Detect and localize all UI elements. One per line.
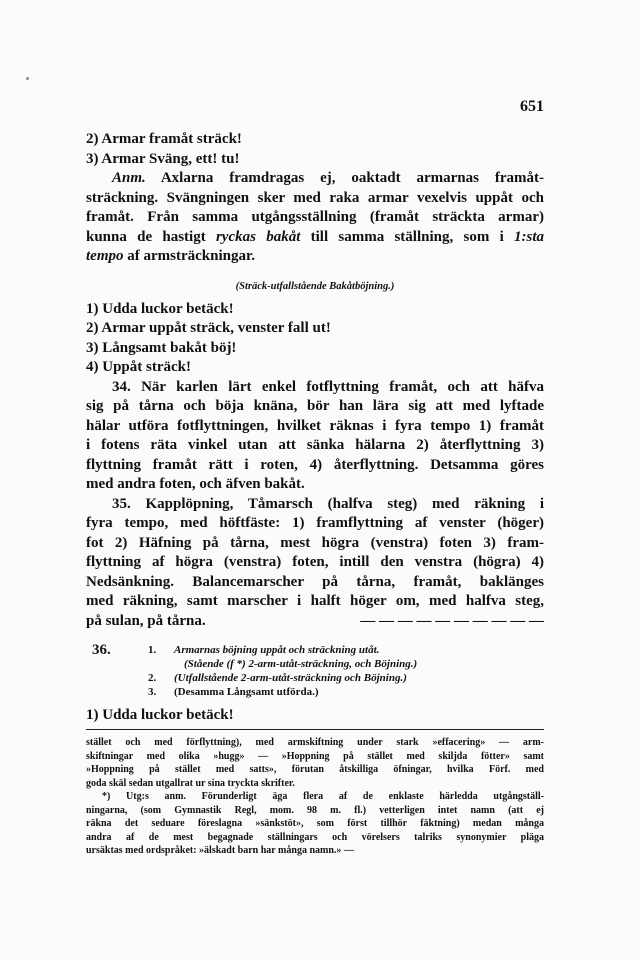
footnote-line: andra af de mest begagnade ställningars och vörelsers talriks synonymier pläga	[86, 831, 544, 843]
anm-text: af armsträckningar.	[123, 248, 256, 264]
paragraph-line: sig på tårna och böja knäna, bör han lära sig att med lyftade	[86, 398, 544, 414]
command-line: 3) Långsamt bakåt böj!	[86, 339, 237, 356]
dash-leader: — — — — — — — — — —	[360, 612, 544, 629]
footnote-line: goda skäl sedan utgallrat ur sina tryckta skrifter.	[86, 777, 295, 789]
anm-paragraph	[86, 169, 544, 267]
sub-text: (Stående (f *) 2-arm-utåt-sträckning, och Böjning.)	[184, 658, 418, 670]
item-number: 36.	[92, 642, 111, 658]
footnote-line: räkna det seduare föreslagna »sänkstöt», som först tillhör fäktning) medan många	[86, 818, 544, 829]
paragraph-line: med räkning, samt marscher i halft höger om, med halfva steg,	[86, 593, 544, 609]
sub-number: 2.	[148, 672, 157, 684]
paragraph-line: i fotens räta vinkel utan att sänka hälarna 2) återflyttning 3)	[86, 437, 544, 453]
anm-text: sträckning. Svängningen sker med raka armar vexelvis uppåt och	[86, 189, 544, 206]
paragraph-line: 35. Kapplöpning, Tåmarsch (halfva steg) med räkning i	[112, 495, 544, 512]
anm-text: Axlarna framdragas ej, oaktadt armarnas framåt-	[160, 170, 544, 186]
anm-text: tempo	[86, 248, 124, 264]
sub-text: (Utfallstående 2-arm-utåt-sträckning och Böjning.)	[174, 672, 407, 684]
paragraph-35	[86, 495, 544, 632]
sub-number: 1.	[148, 644, 157, 656]
command-line: 2) Armar uppåt sträck, venster fall ut!	[86, 320, 331, 336]
command-line: 2) Armar framåt sträck!	[86, 131, 242, 147]
command-line: 1) Udda luckor betäck!	[86, 707, 234, 723]
footnote-line: ursäktas med ordspråket: »älskadt barn har många namn.» —	[86, 845, 354, 856]
paragraph-line: flyttning framåt rätt i roten, 4) återflyttning. Detsamma göres	[86, 456, 544, 473]
page-body	[86, 96, 544, 858]
command-line: 4) Uppåt sträck!	[86, 359, 191, 375]
speck	[26, 77, 29, 80]
paragraph-line: 34. När karlen lärt enkel fotflyttning framåt, och att häfva	[112, 378, 544, 395]
anm-text: kunna de hastigt	[86, 228, 216, 245]
page-number: 651	[520, 98, 544, 115]
footnote-line: ningarna, (som Gymnastik Regl, mom. 98 m. fl.) vetterligen intet namn (att ej	[86, 804, 544, 816]
anm-text: ryckas bakåt	[215, 228, 301, 245]
anm-label: Anm.	[112, 170, 146, 186]
sub-text: Armarnas böjning uppåt och sträckning utåt.	[174, 644, 380, 656]
item-36	[86, 643, 544, 699]
paragraph-line: med andra foten, och äfven bakåt.	[86, 476, 305, 492]
footnote-line: *) Utg:s anm. Förunderligt äga flera af de enklaste härledda utgångställ-	[102, 791, 544, 802]
section-heading: (Sträck-utfallstående Bakåtböjning.)	[235, 280, 395, 292]
paragraph-line: på sulan, på tårna.	[86, 612, 206, 629]
command-line: 1) Udda luckor betäck!	[86, 300, 234, 317]
sub-number: 3.	[148, 686, 157, 698]
paragraph-line: hälar utföra fotflyttningen, hvilket räknas i fyra tempo 1) framåt	[86, 417, 544, 434]
paragraph-line: fot 2) Häfning på tårna, mest högra (venstra) foten 3) fram-	[86, 534, 544, 551]
anm-text: 1:sta	[514, 228, 544, 245]
anm-text: till samma ställning, som i	[300, 228, 514, 245]
paragraph-line: flyttning af högra (venstra) foten, intill den venstra (högra) 4)	[86, 554, 544, 570]
footnote-block	[86, 736, 544, 858]
sub-number	[148, 657, 162, 671]
anm-text: framåt. Från samma utgångsställning (framåt sträckta armar)	[86, 209, 544, 225]
footnote-line: stället och med förflyttning), med armskiftning under stark »effacering» — arm-	[86, 737, 544, 748]
footnote-line: skiftningar med olika »hugg» — »Hoppning på stället med skiljda fötter» samt	[86, 750, 544, 762]
paragraph-line: Nedsänkning. Balancemarscher på tårna, framåt, baklänges	[86, 573, 544, 590]
sub-text: (Desamma Långsamt utförda.)	[174, 686, 319, 698]
footnote-divider	[86, 729, 544, 730]
footnote-line: »Hoppning på stället med satts», förutan åtskilliga öfningar, hvilka Förf. med	[86, 764, 544, 775]
paragraph-line: fyra tempo, med höftfäste: 1) framflyttning af venster (höger)	[86, 515, 544, 531]
command-line: 3) Armar Sväng, ett! tu!	[86, 150, 240, 167]
paragraph-34	[86, 378, 544, 495]
